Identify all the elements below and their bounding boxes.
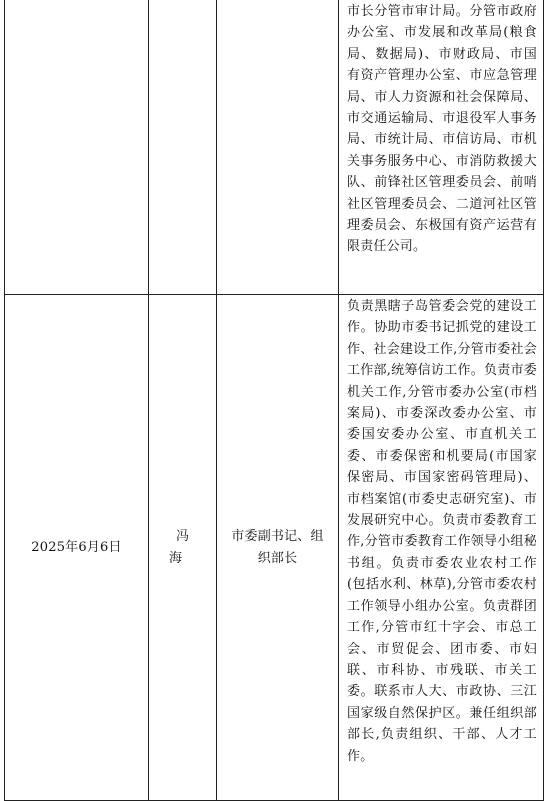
name-cell <box>149 295 217 801</box>
position-cell <box>217 0 339 295</box>
duties-cell: 负责黑瞎子岛管委会党的建设工作。协助市委书记抓党的建设工作、社会建设工作,分管市委社会工作部,统筹信访工作。负责市委机关工作,分管市委办公室(市档案局)、市委深改委办公室、市委国安委办公室、市直机关工委、市委保密和机要局(市国家保密局、市国家密码管理局)、市档案馆(市委史志研究室)、市发展研究中心。负责市委教育工作,分管市委教育工作领导小组秘书组。负责市委农业农村工作(包括水利、林草),分管市委农村工作领导小组办公室。负责群团工作,分管市红十字会、市总工会、市贸促会、团市委、市妇联、市科协、市残联、市关工委。联系市人大、市政协、三江国家级自然保护区。兼任组织部部长,负责组织、干部、人才工作。 <box>339 295 544 801</box>
official-name: 冯海 <box>168 529 203 566</box>
name-cell <box>149 0 217 295</box>
appointment-date-cell: 2025年6月6日 <box>5 295 149 801</box>
position-cell: 市委副书记、组织部长 <box>217 295 339 801</box>
table-row <box>5 295 544 801</box>
appointment-date-cell <box>5 0 149 295</box>
table-row <box>5 0 544 295</box>
leadership-duty-table <box>4 0 544 801</box>
duties-cell: 市长分管市审计局。分管市政府办公室、市发展和改革局(粮食局、数据局)、市财政局、市国有资产管理办公室、市应急管理局、市人力资源和社会保障局、市交通运输局、市退役军人事务局、市统计局、市信访局、市机关事务服务中心、市消防救援大队、前锋社区管理委员会、前哨社区管理委员会、二道河社区管理委员会、东极国有资产运营有限责任公司。 <box>339 0 544 295</box>
